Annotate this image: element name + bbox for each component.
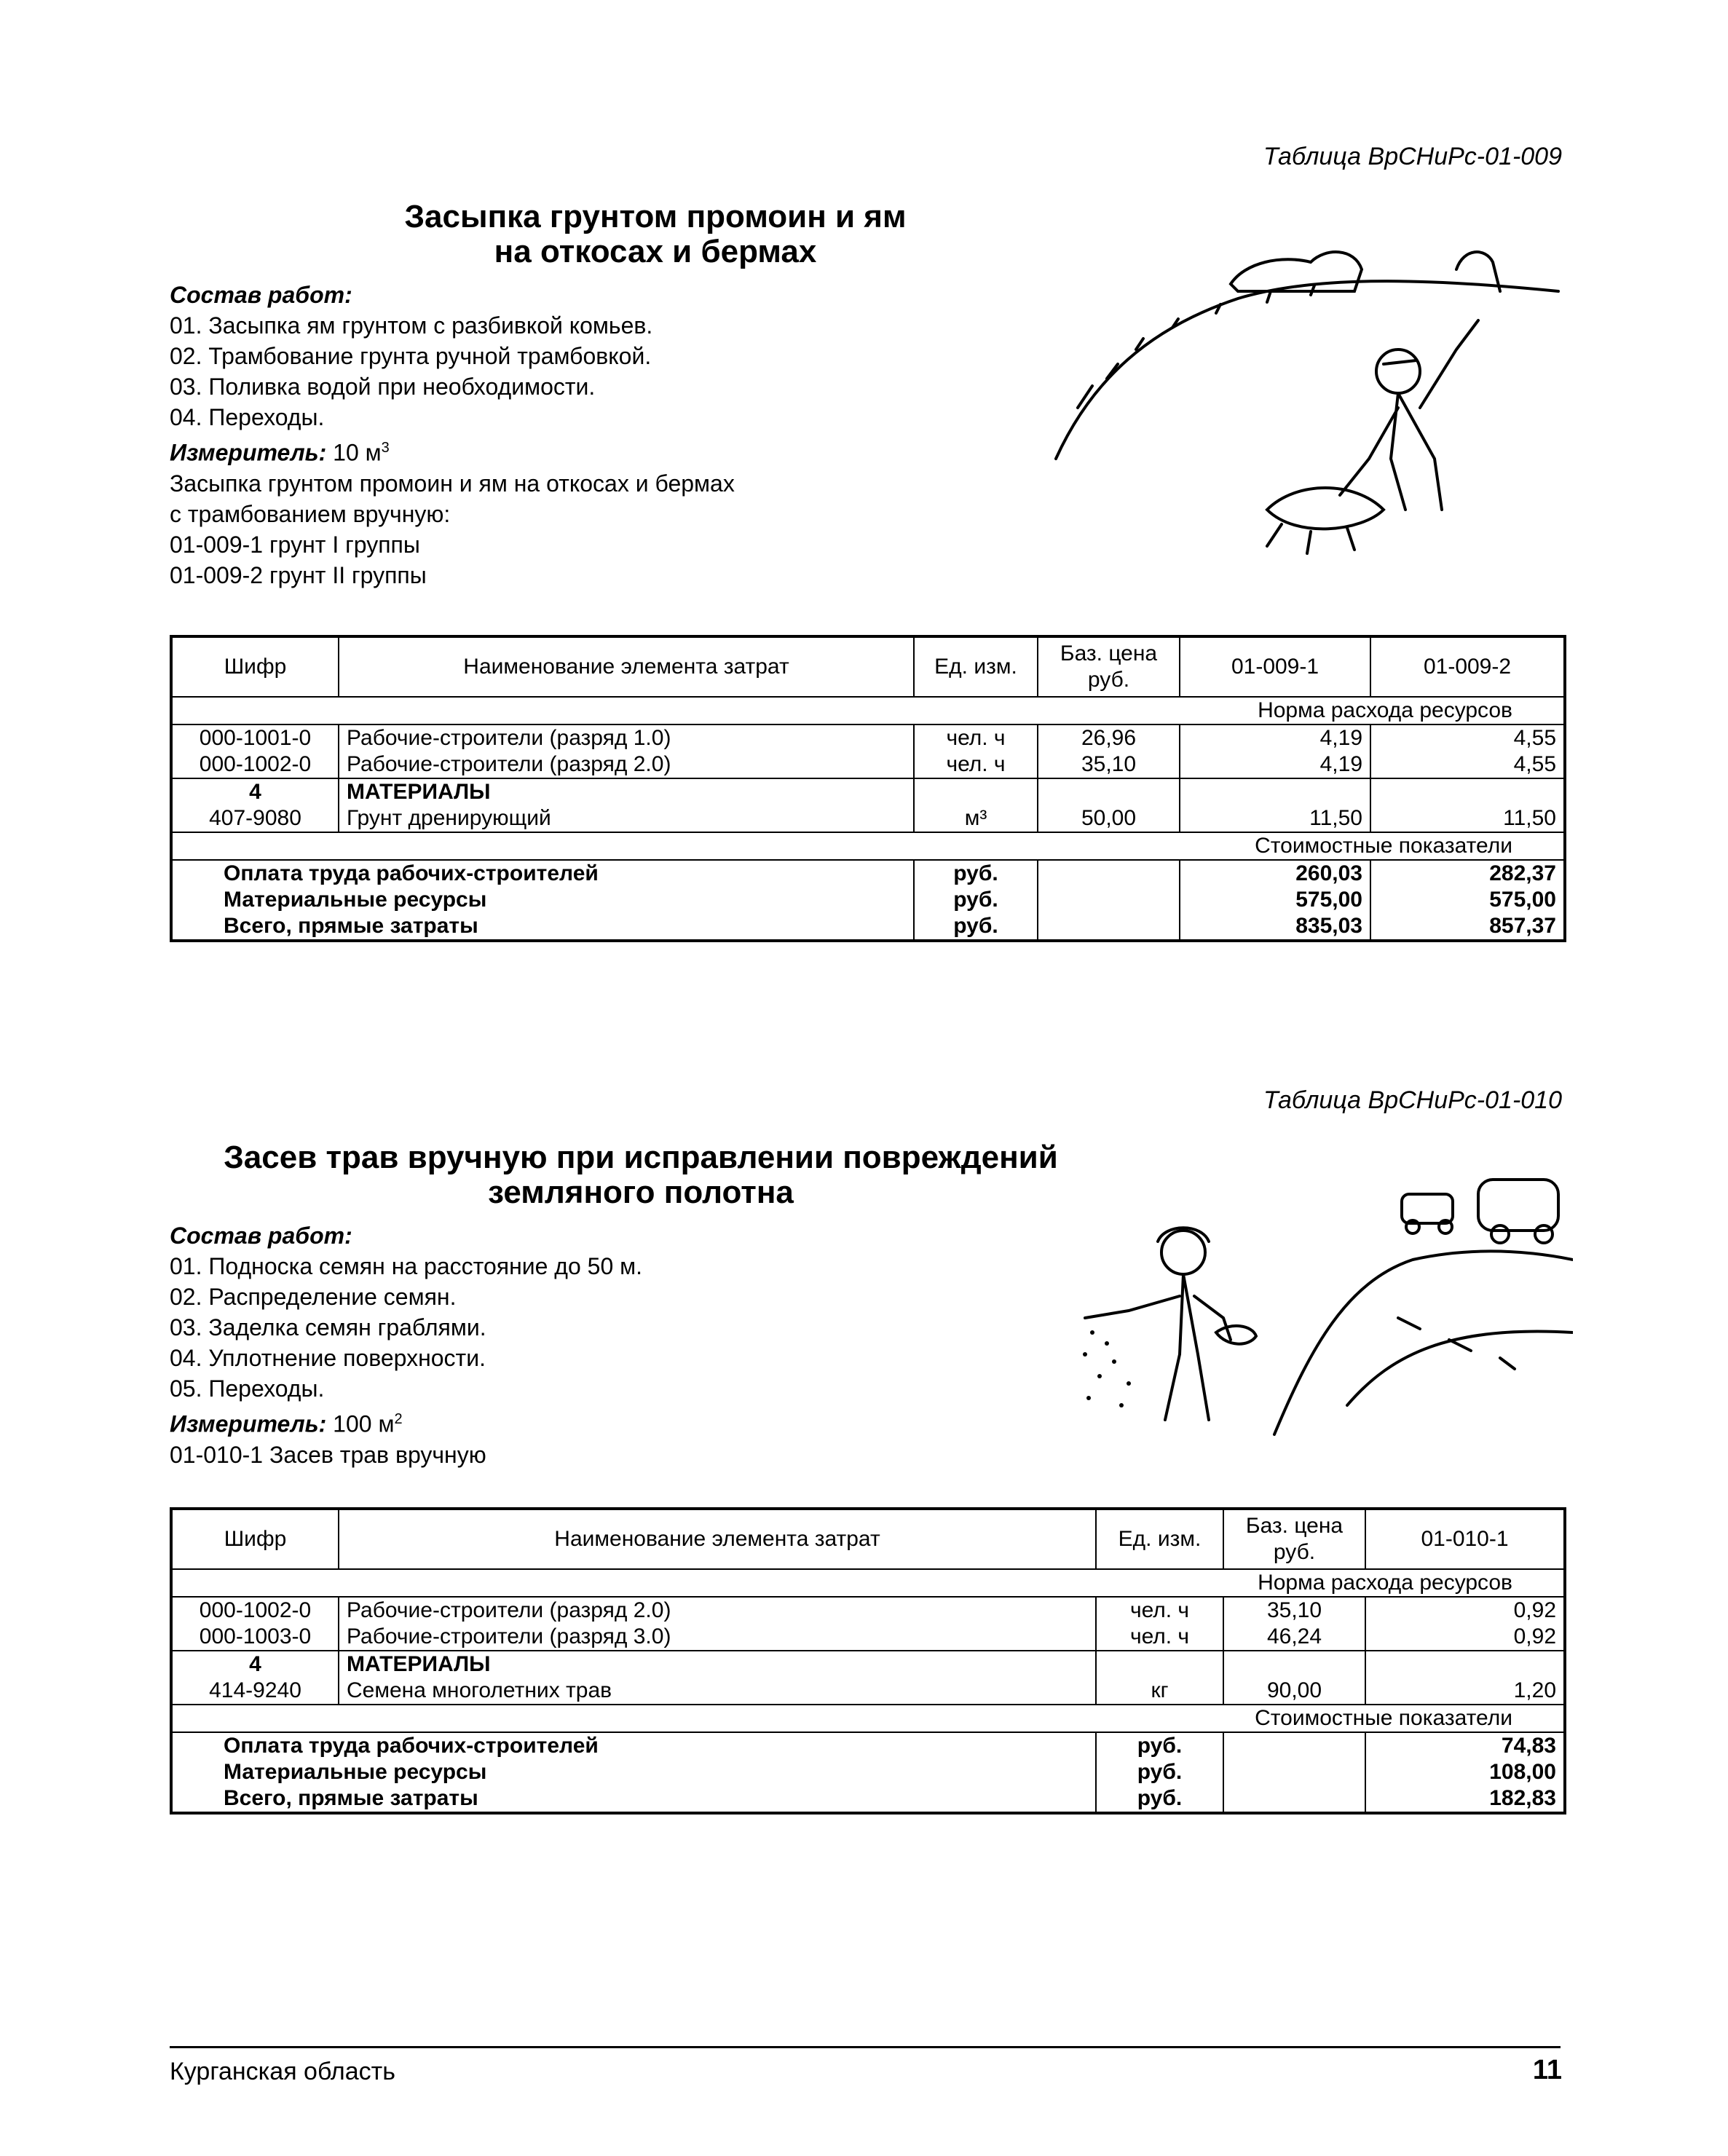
- total-unit: руб.: [1096, 1785, 1223, 1813]
- row-value-1: 11,50: [1180, 805, 1370, 832]
- materials-code: 4: [171, 778, 339, 805]
- footer-divider: [170, 2046, 1561, 2048]
- materials-header-row: [171, 1651, 1565, 1678]
- row-code: 000-1001-0: [171, 724, 339, 751]
- table-ref-01-010: Таблица ВрСНиРс-01-010: [1263, 1086, 1562, 1114]
- row-value-2: 11,50: [1370, 805, 1565, 832]
- work-item: 03. Заделка семян граблями.: [170, 1314, 486, 1340]
- row-code: 000-1002-0: [171, 1597, 339, 1624]
- section-title-01-009: [364, 200, 947, 269]
- materials-header-row: [171, 778, 1565, 805]
- work-item: 01. Засыпка ям грунтом с разбивкой комьев.: [170, 312, 653, 339]
- row-price: 35,10: [1223, 1597, 1365, 1624]
- cost-section-row: [171, 832, 1565, 860]
- total-unit: руб.: [1096, 1759, 1223, 1785]
- header-col-2: 01-009-2: [1370, 636, 1565, 697]
- cost-label: Стоимостные показатели: [1255, 834, 1512, 858]
- total-value-1: 182,83: [1365, 1785, 1565, 1813]
- total-name: Оплата труда рабочих-строителей: [171, 860, 914, 887]
- row-name: Рабочие-строители (разряд 1.0): [339, 724, 914, 751]
- page-number: 11: [1532, 2055, 1562, 2085]
- total-row: [171, 887, 1565, 913]
- row-unit: кг: [1096, 1678, 1223, 1705]
- resources-table-01-009: [170, 635, 1566, 942]
- total-unit: руб.: [914, 887, 1038, 913]
- meter-label: Измеритель:: [170, 1410, 327, 1437]
- table-header-row: [171, 1509, 1565, 1569]
- work-item: 02. Трамбование грунта ручной трамбовкой.: [170, 343, 652, 369]
- row-code: 407-9080: [171, 805, 339, 832]
- norm-section-row: [171, 697, 1565, 724]
- seed-sowing-illustration: [1070, 1165, 1573, 1442]
- work-composition-label: Состав работ:: [170, 282, 352, 308]
- table-row: [171, 1678, 1565, 1705]
- table-row: [171, 751, 1565, 778]
- row-price: 90,00: [1223, 1678, 1365, 1705]
- norm-section-row: [171, 1569, 1565, 1597]
- meter-line: [170, 1404, 642, 1440]
- total-value-2: 575,00: [1370, 887, 1565, 913]
- total-value-2: 282,37: [1370, 860, 1565, 887]
- meter-line: [170, 433, 735, 468]
- row-price: 26,96: [1038, 724, 1180, 751]
- total-value-1: 575,00: [1180, 887, 1370, 913]
- code-line: 01-010-1 Засев трав вручную: [170, 1441, 486, 1468]
- header-col-1: 01-010-1: [1365, 1509, 1565, 1569]
- description-line: Засыпка грунтом промоин и ям на откосах и бермах: [170, 470, 735, 497]
- total-name: Всего, прямые затраты: [171, 1785, 1096, 1813]
- worker-slope-illustration: [1049, 218, 1573, 561]
- total-unit: руб.: [914, 860, 1038, 887]
- code-line: 01-009-1 грунт I группы: [170, 531, 420, 558]
- work-item: 05. Переходы.: [170, 1375, 325, 1402]
- total-row: [171, 1785, 1565, 1813]
- materials-label: МАТЕРИАЛЫ: [339, 778, 914, 805]
- row-price: 50,00: [1038, 805, 1180, 832]
- total-value-1: 74,83: [1365, 1732, 1565, 1759]
- norm-label: Норма расхода ресурсов: [1258, 698, 1512, 722]
- table-ref-01-009: Таблица ВрСНиРс-01-009: [1263, 143, 1562, 170]
- total-row: [171, 1759, 1565, 1785]
- meter-sup: 2: [394, 1411, 403, 1427]
- row-name: Рабочие-строители (разряд 2.0): [339, 751, 914, 778]
- row-value-1: 0,92: [1365, 1597, 1565, 1624]
- description-line: с трамбованием вручную:: [170, 500, 451, 527]
- row-name: Рабочие-строители (разряд 3.0): [339, 1624, 1096, 1651]
- header-col-1: 01-009-1: [1180, 636, 1370, 697]
- row-value-1: 1,20: [1365, 1678, 1565, 1705]
- table-row: [171, 1624, 1565, 1651]
- work-description-01-010: [170, 1220, 642, 1470]
- meter-value: 10 м: [333, 439, 382, 466]
- work-description-01-009: [170, 280, 735, 591]
- row-unit: чел. ч: [1096, 1624, 1223, 1651]
- meter-sup: 3: [381, 440, 390, 456]
- total-value-1: 108,00: [1365, 1759, 1565, 1785]
- total-name: Оплата труда рабочих-строителей: [171, 1732, 1096, 1759]
- resources-table-01-010: [170, 1507, 1566, 1815]
- row-unit: чел. ч: [914, 751, 1038, 778]
- row-name: Грунт дренирующий: [339, 805, 914, 832]
- work-item: 04. Переходы.: [170, 404, 325, 430]
- total-row: [171, 913, 1565, 941]
- row-name: Семена многолетних трав: [339, 1678, 1096, 1705]
- row-value-1: 4,19: [1180, 751, 1370, 778]
- work-item: 01. Подноска семян на расстояние до 50 м.: [170, 1253, 643, 1279]
- header-unit: Ед. изм.: [914, 636, 1038, 697]
- cost-section-row: [171, 1705, 1565, 1732]
- row-value-2: 4,55: [1370, 724, 1565, 751]
- row-unit: м³: [914, 805, 1038, 832]
- row-unit: чел. ч: [1096, 1597, 1223, 1624]
- work-item: 02. Распределение семян.: [170, 1284, 457, 1310]
- total-value-1: 260,03: [1180, 860, 1370, 887]
- total-name: Всего, прямые затраты: [171, 913, 914, 941]
- meter-label: Измеритель:: [170, 439, 327, 466]
- work-composition-label: Состав работ:: [170, 1223, 352, 1249]
- work-item: 04. Уплотнение поверхности.: [170, 1345, 486, 1371]
- title-line-2: земляного полотна: [488, 1174, 794, 1210]
- table-row: [171, 1597, 1565, 1624]
- total-unit: руб.: [914, 913, 1038, 941]
- row-code: 414-9240: [171, 1678, 339, 1705]
- row-price: 35,10: [1038, 751, 1180, 778]
- header-name: Наименование элемента затрат: [339, 636, 914, 697]
- row-unit: чел. ч: [914, 724, 1038, 751]
- header-price: Баз. цена руб.: [1038, 636, 1180, 697]
- materials-code: 4: [171, 1651, 339, 1678]
- header-price: Баз. цена руб.: [1223, 1509, 1365, 1569]
- row-value-2: 4,55: [1370, 751, 1565, 778]
- norm-label: Норма расхода ресурсов: [1258, 1571, 1512, 1595]
- row-value-1: 0,92: [1365, 1624, 1565, 1651]
- work-item: 03. Поливка водой при необходимости.: [170, 374, 596, 400]
- row-price: 46,24: [1223, 1624, 1365, 1651]
- total-value-1: 835,03: [1180, 913, 1370, 941]
- total-value-2: 857,37: [1370, 913, 1565, 941]
- section-title-01-010: [167, 1140, 1114, 1210]
- total-name: Материальные ресурсы: [171, 1759, 1096, 1785]
- title-line-1: Засыпка грунтом промоин и ям: [404, 199, 907, 234]
- table-header-row: [171, 636, 1565, 697]
- materials-label: МАТЕРИАЛЫ: [339, 1651, 1096, 1678]
- row-value-1: 4,19: [1180, 724, 1370, 751]
- header-name: Наименование элемента затрат: [339, 1509, 1096, 1569]
- row-code: 000-1003-0: [171, 1624, 339, 1651]
- total-row: [171, 860, 1565, 887]
- title-line-2: на откосах и бермах: [494, 234, 817, 269]
- cost-label: Стоимостные показатели: [1255, 1706, 1512, 1730]
- header-code: Шифр: [171, 636, 339, 697]
- header-unit: Ед. изм.: [1096, 1509, 1223, 1569]
- row-code: 000-1002-0: [171, 751, 339, 778]
- total-unit: руб.: [1096, 1732, 1223, 1759]
- code-line: 01-009-2 грунт II группы: [170, 561, 427, 588]
- total-name: Материальные ресурсы: [171, 887, 914, 913]
- footer-region: Курганская область: [170, 2058, 395, 2085]
- meter-value: 100 м: [333, 1410, 395, 1437]
- title-line-1: Засев трав вручную при исправлении повреждений: [224, 1140, 1058, 1175]
- table-row: [171, 805, 1565, 832]
- header-code: Шифр: [171, 1509, 339, 1569]
- table-row: [171, 724, 1565, 751]
- row-name: Рабочие-строители (разряд 2.0): [339, 1597, 1096, 1624]
- total-row: [171, 1732, 1565, 1759]
